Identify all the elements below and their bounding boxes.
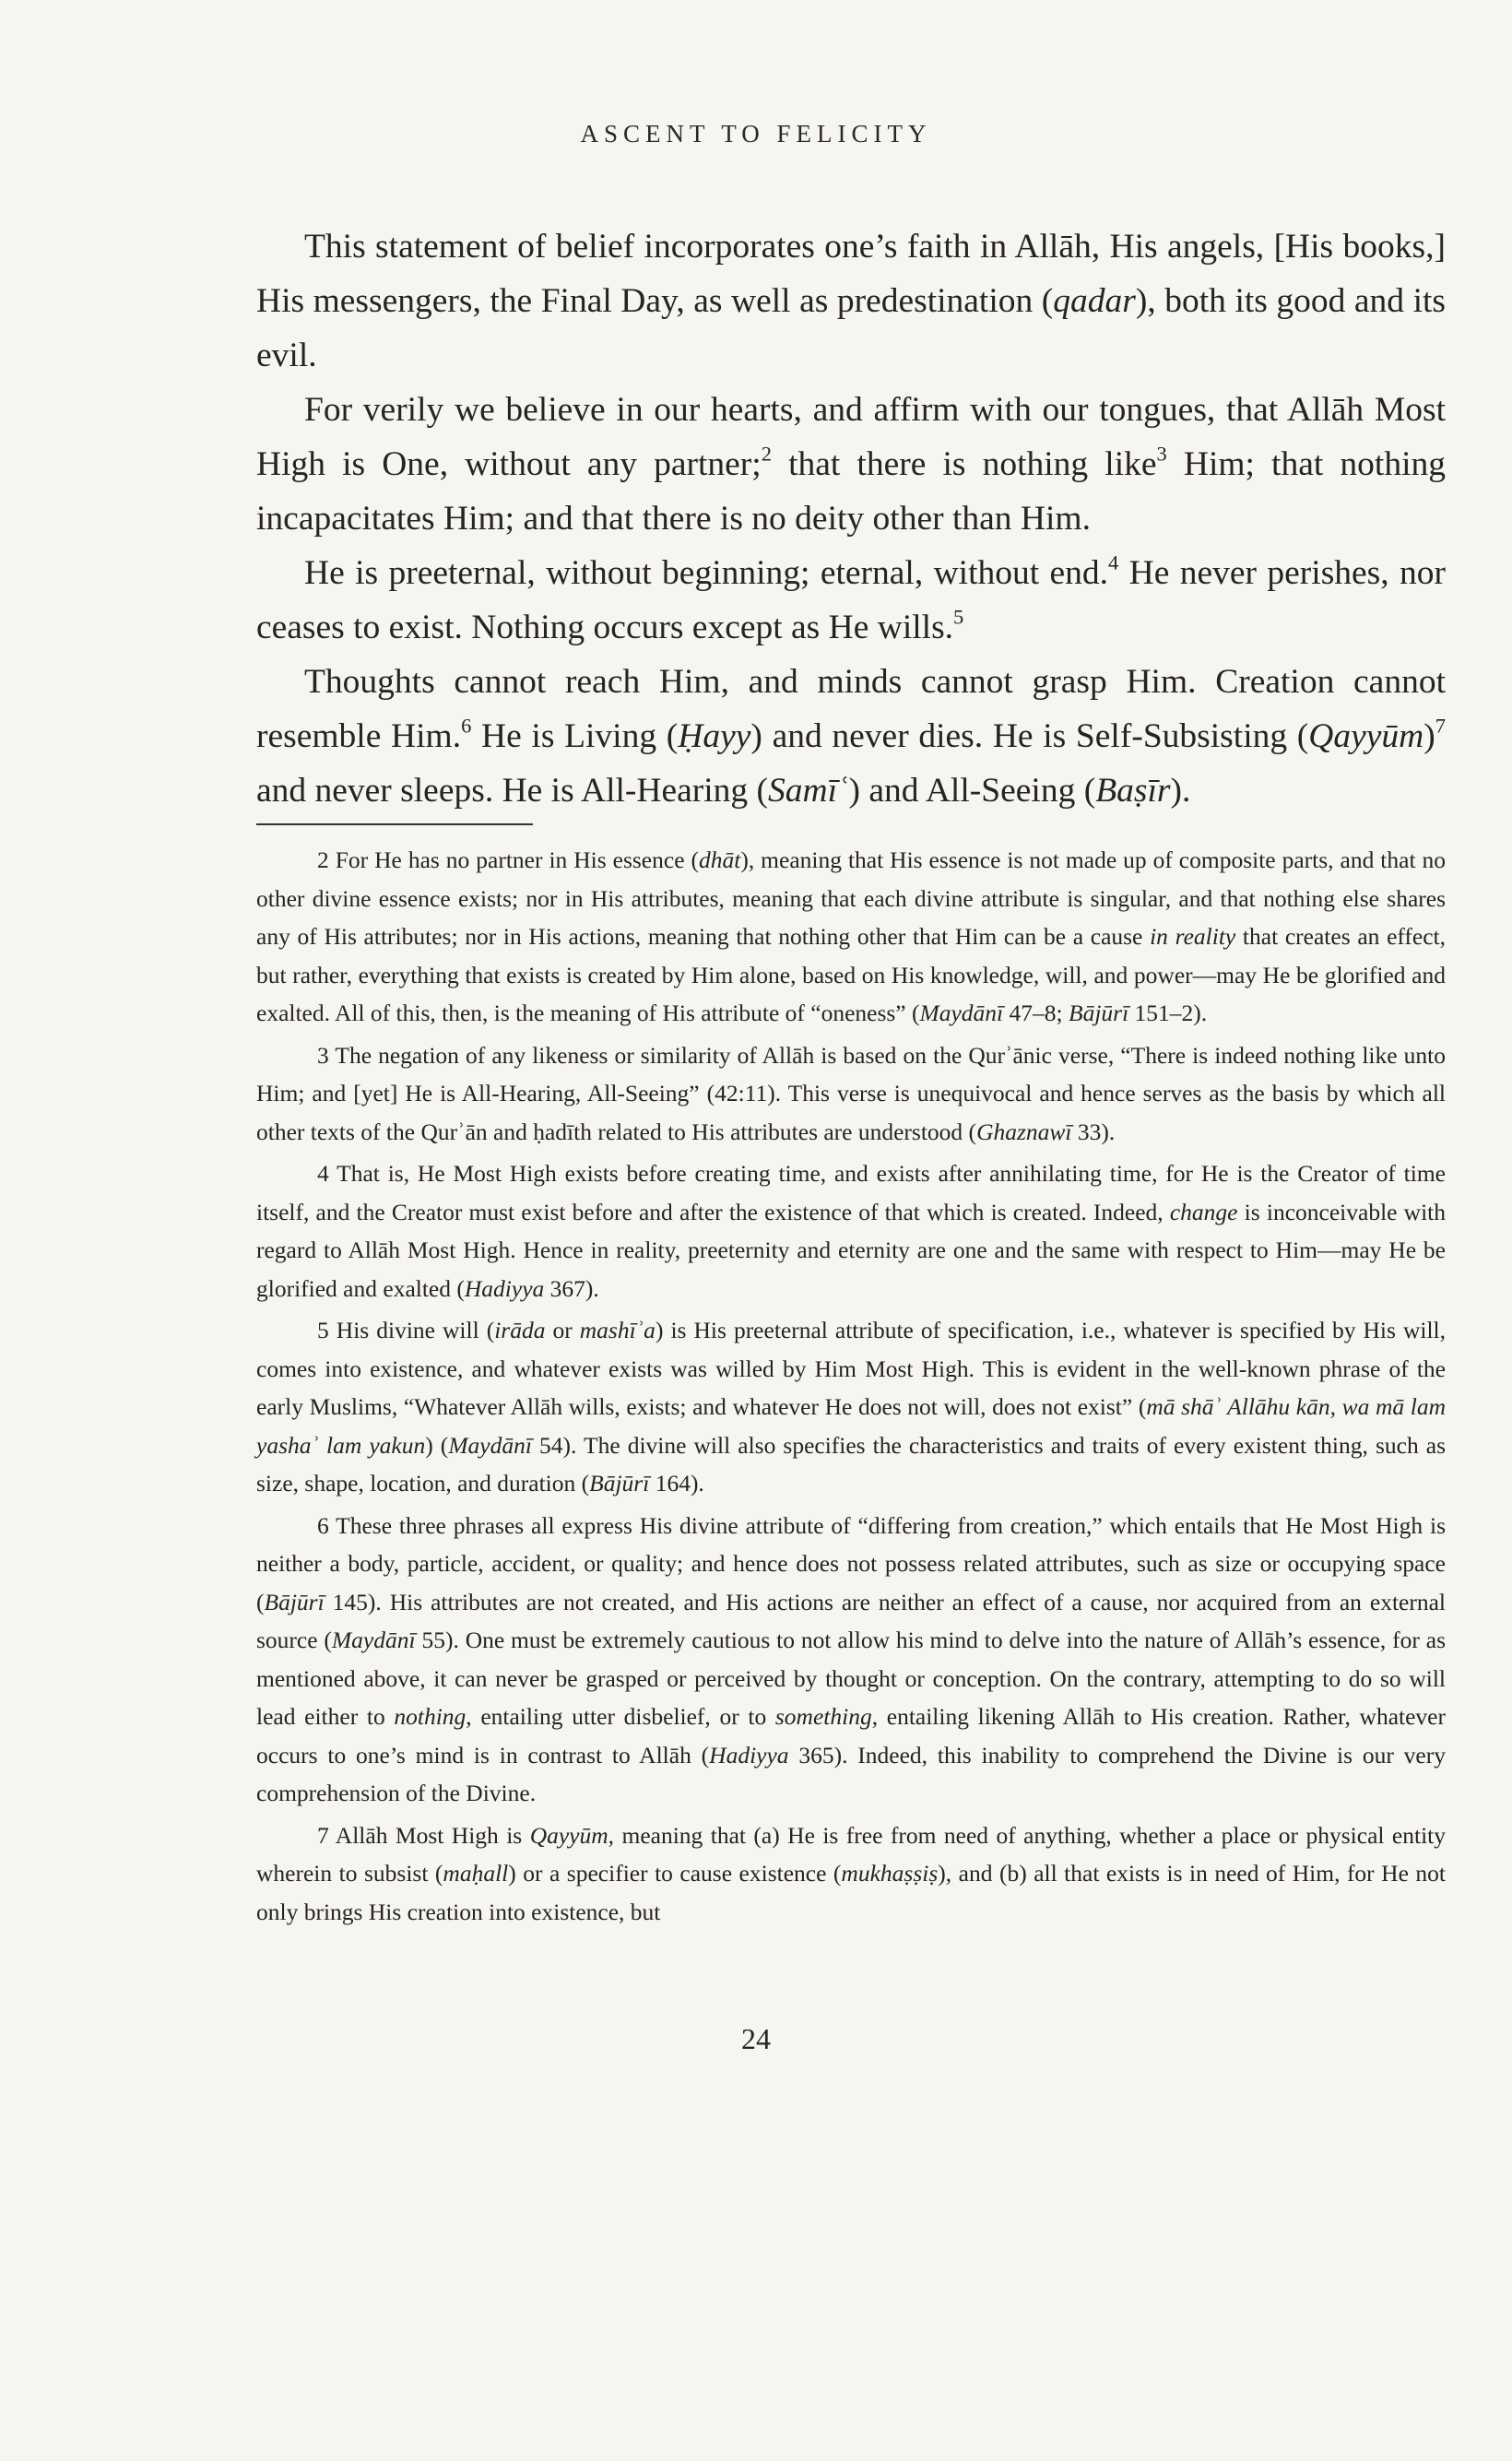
footnote-number: 5 [317,1317,329,1343]
text-span: ) and never dies. He is Self-Subsisting ( [750,717,1309,755]
text-span: that there is nothing like [771,445,1157,483]
page-number: 24 [741,2022,771,2055]
text-span: 145). His attributes are not created, and His actions are neither an effect of a cause, nor acquired from an external source ( [256,1588,1446,1653]
footnote-6 [256,1507,1446,1813]
text-span: 33). [1071,1118,1116,1145]
text-span: , entailing likening Allāh to His creation. Rather, whatever occurs to one’s mind is in contrast to Allāh ( [256,1703,1446,1769]
main-text [256,219,1446,818]
italic-term: change [1169,1198,1238,1225]
footnote-7 [256,1816,1446,1932]
text-span: ), meaning that His essence is not made up of composite parts, and that no other divine essence exists; nor in His attributes, meaning that each divine attribute is singular, and that nothing else shares any of His attributes; nor in His actions, meaning that nothing other that Him can be a cause [256,846,1447,950]
text-span: This statement of belief incorporates one’s faith in Allāh, His angels, [His books,] His messengers, the Final Day, as well as predestination ( [256,228,1446,320]
text-span: His divine will ( [336,1317,495,1343]
text-span: 164). [649,1470,704,1497]
footnote-divider [256,823,533,825]
main-paragraph [256,219,1446,383]
italic-term: something [774,1703,872,1730]
footnote-5 [256,1311,1446,1503]
italic-term: Bājūrī [589,1470,650,1497]
italic-term: Ghaznawī [976,1118,1072,1145]
italic-term: Baṣīr [1095,772,1171,810]
text-span: ) or a specifier to cause existence ( [508,1860,842,1887]
text-span: The negation of any likeness or similarity of Allāh is based on the Qurʾānic verse, “There is indeed nothing like unto Him; and [yet] He is All-Hearing, All-Seeing” (42:11). This verse is unequivocal and hence serves as the basis by which all other texts of the Qurʾān and ḥadīth related to His attributes are understood ( [256,1041,1446,1145]
text-span: and never sleeps. He is All-Hearing ( [256,772,769,810]
text-span: These three phrases all express His divine attribute of “differing from creation,” which entails that He Most High is neither a body, particle, accident, or quality; and hence does not possess related attributes, such as size or occupying space ( [256,1511,1446,1615]
text-span: 151–2). [1128,1000,1208,1026]
footnote-marker[interactable]: 5 [953,605,964,629]
text-span: He is Living ( [471,717,679,755]
text-span: For He has no partner in His essence ( [335,846,699,873]
text-span: , entailing utter disbelief, or to [466,1703,775,1730]
text-span: 365). Indeed, this inability to comprehend the Divine is our very comprehension of the Divine. [256,1741,1446,1806]
italic-term: mashīʾa [579,1317,656,1343]
main-paragraph [256,546,1446,655]
text-span: That is, He Most High exists before creating time, and exists after annihilating time, for He is the Creator of time itself, and the Creator must exist before and after the existence of that which is created. Indeed, [256,1160,1446,1225]
text-span: He is preeternal, without beginning; eternal, without end. [304,554,1109,592]
text-span: is inconceivable with regard to Allāh Most High. Hence in reality, preeternity and eternity are one and the same with respect to Him—may He be glorified and exalted ( [256,1198,1446,1302]
text-span: that creates an effect, but rather, everything that exists is created by Him alone, based on His knowledge, will, and power—may He be glorified and exalted. All of this, then, is the meaning of His attribute of “oneness” ( [256,923,1447,1026]
italic-term: Hadiyya [464,1274,545,1302]
text-span: ) [1423,717,1435,755]
text-span: 54). The divine will also specifies the characteristics and traits of every existent thing, such as size, shape, location, and duration ( [256,1431,1447,1497]
text-span: ) and All-Seeing ( [848,772,1096,810]
text-span: Him; that nothing incapacitates Him; and that there is no deity other than Him. [256,445,1446,538]
text-span: or [545,1317,580,1343]
italic-term: nothing [394,1703,467,1730]
text-span: Allāh Most High is [335,1821,530,1849]
italic-term: mā shāʾ Allāhu kān, wa mā lam yashaʾ lam yakun [256,1393,1446,1459]
text-span: 367). [544,1274,599,1302]
footnote-marker[interactable]: 3 [1156,442,1167,466]
footnote-number: 4 [317,1160,329,1187]
footnote-number: 6 [317,1511,329,1539]
italic-term: Ḥayy [678,717,751,755]
footnote-marker[interactable]: 6 [461,714,472,738]
footnote-4 [256,1154,1446,1307]
italic-term: maḥall [443,1860,509,1887]
italic-term: Hadiyya [709,1741,789,1769]
footnote-marker[interactable]: 2 [761,442,772,466]
text-span: 47–8; [1003,1000,1069,1026]
italic-term: qadar [1053,282,1136,320]
italic-term: Bājūrī [264,1588,325,1615]
running-head: ASCENT TO FELICITY [580,120,932,148]
text-span: 55). One must be extremely cautious to not allow his mind to delve into the nature of Allāh’s essence, for as mentioned above, it can never be grasped or perceived by thought or conception. On the contrary, attempting to do so will lead either to [256,1627,1446,1730]
italic-term: Bājūrī [1069,1000,1129,1026]
footnote-number: 7 [317,1821,329,1849]
italic-term: Samīʿ [768,772,849,810]
text-span: , meaning that (a) He is free from need of anything, whether a place or physical entity wherein to subsist ( [256,1821,1447,1887]
main-paragraph [256,655,1446,818]
italic-term: dhāt [698,846,741,873]
text-span: For verily we believe in our hearts, and affirm with our tongues, that Allāh Most High is One, without any partner; [256,391,1446,483]
italic-term: Maydānī [331,1627,416,1653]
italic-term: in reality [1150,923,1236,950]
footnotes [256,841,1446,1934]
italic-term: irāda [494,1317,546,1343]
footnote-2 [256,841,1446,1033]
text-span: ), both its good and its evil. [256,282,1446,374]
italic-term: mukhaṣṣiṣ [841,1860,939,1887]
italic-term: Qayyūm [1308,717,1424,755]
footnote-marker[interactable]: 4 [1108,550,1119,574]
italic-term: Maydānī [919,1000,1004,1026]
footnote-number: 3 [317,1041,329,1069]
italic-term: Qayyūm [529,1821,608,1849]
italic-term: Maydānī [448,1431,532,1459]
footnote-number: 2 [317,846,329,873]
text-span: ), and (b) all that exists is in need of Him, for He not only brings His creation into existence, but [256,1860,1446,1925]
footnote-marker[interactable]: 7 [1435,714,1446,738]
footnote-3 [256,1036,1446,1152]
text-span: ) is His preeternal attribute of specification, i.e., whatever is specified by His will, comes into existence, and whatever exists was willed by Him Most High. This is evident in the well-known phrase of the early Muslims, “Whatever Allāh wills, exists; and whatever He does not will, does not exist” ( [256,1317,1446,1420]
main-paragraph [256,383,1446,546]
text-span: He never perishes, nor ceases to exist. Nothing occurs except as He wills. [256,554,1447,646]
text-span: Thoughts cannot reach Him, and minds cannot grasp Him. Creation cannot resemble Him. [256,663,1446,755]
text-span: ). [1170,772,1191,810]
text-span: ) ( [425,1431,449,1459]
